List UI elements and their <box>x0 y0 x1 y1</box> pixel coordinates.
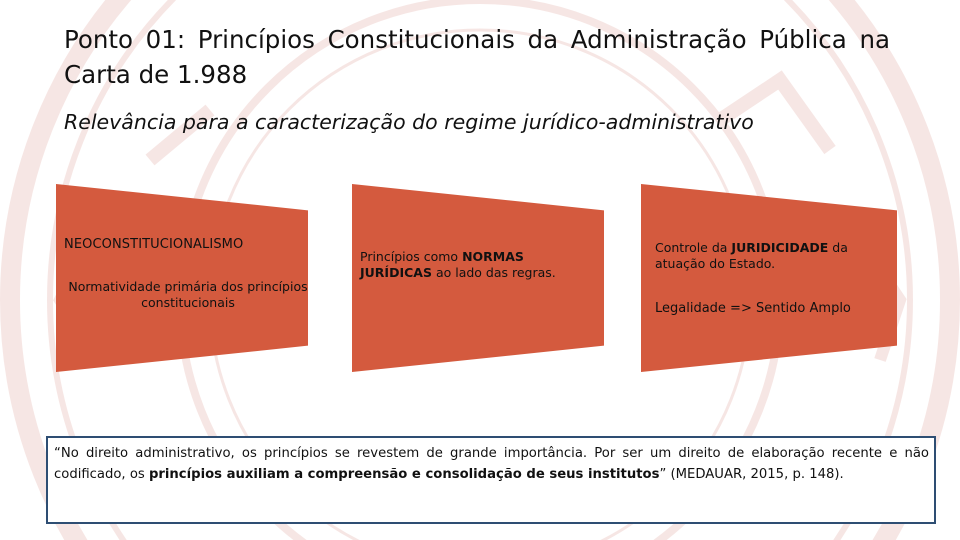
quote-text-part2: ” (MEDAUAR, 2015, p. 148). <box>659 466 844 482</box>
slide-subtitle: Relevância para a caracterização do regime jurídico-administrativo <box>64 110 754 134</box>
concept-box-juridicidade <box>641 184 897 372</box>
box-3-legalidade: Legalidade => Sentido Amplo <box>655 301 851 316</box>
slide-title: Ponto 01: Princípios Constitucionais da Administração Pública na Carta de 1.988 <box>64 25 890 89</box>
quote-text-bold: princípios auxiliam a compreensão e consolidação de seus institutos <box>148 466 660 482</box>
box-2-bold-juridicas: JURÍDICAS <box>360 265 432 280</box>
quote-text-part1: “No direito administrativo, os princípios se revestem de grande importância. Por ser um direito de elaboração recente e não codificado, os <box>54 446 929 482</box>
box-2-body <box>360 249 600 281</box>
box-3-body <box>655 240 895 272</box>
box-3-bold-juridicidade: JURIDICIDADE <box>731 240 829 255</box>
box-1-body: Normatividade primária dos princípios constitucionais <box>68 279 308 310</box>
box-3-text-post: da atuação do Estado. <box>655 240 848 271</box>
box-1-heading: NEOCONSTITUCIONALISMO <box>64 237 244 252</box>
box-2-text-post: ao lado das regras. <box>431 265 556 280</box>
box-2-text-pre: Princípios como <box>360 249 463 264</box>
box-2-bold-normas: NORMAS <box>462 249 524 264</box>
box-3-text-pre: Controle da <box>655 240 732 255</box>
concept-box-neoconstitucionalismo <box>56 184 308 372</box>
quote-box <box>46 436 936 524</box>
